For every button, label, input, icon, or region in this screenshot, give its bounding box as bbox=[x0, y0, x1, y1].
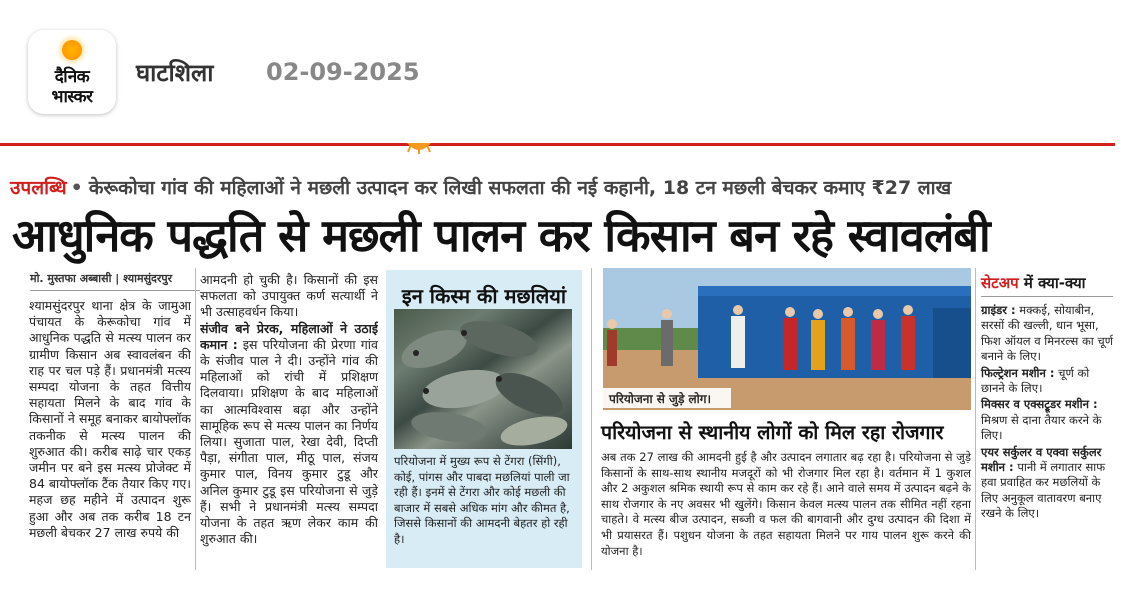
edition-date: 02-09-2025 bbox=[266, 58, 420, 86]
sun-icon bbox=[62, 40, 82, 60]
fish-varieties-box bbox=[386, 270, 582, 568]
logo-text-line1: दैनिक bbox=[54, 67, 90, 87]
setup-item bbox=[981, 397, 1114, 443]
header-divider bbox=[0, 143, 1115, 146]
headline: आधुनिक पद्धति से मछली पालन कर किसान बन रहे स्वावलंबी bbox=[12, 209, 990, 262]
edition-city: घाटशिला bbox=[136, 59, 214, 87]
setup-item-name: ग्राइंडर : bbox=[981, 303, 1016, 317]
kicker-text: केरूकोचा गांव की महिलाओं ने मछली उत्पादन कर लिखी सफलता की नई कहानी, 18 टन मछली बेचकर कमाए ₹27 लाख bbox=[88, 177, 952, 199]
kicker-line bbox=[10, 174, 951, 200]
fish-box-title: इन किस्म की मछलियां bbox=[401, 284, 567, 308]
page-bottom bbox=[0, 584, 1135, 597]
setup-item-name: एयर सर्कुलर व एक्वा सर्कुलर मशीन : bbox=[981, 444, 1102, 475]
dainik-bhaskar-logo[interactable] bbox=[28, 30, 116, 114]
fish-illustration bbox=[394, 309, 572, 449]
column-2-para-2: इस परियोजना की प्रेरणा गांव के संजीव पाल ने दी। उन्होंने गांव की महिलाओं को रांची में प्रशिक्षण दिलवाया। प्रशिक्षण के बाद महिलाओं का आत्मविश्वास बढ़ा और उन्होंने सामूहिक रूप से मत्स्य पालन का निर्णय लिया। सुजाता पाल, रेखा देवी, दिप्ती पैड़ा, संगीता पाल, मीठू पाल, संजय कुमार पाल, विनय कुमार टुडू और अनिल कुमार टुडू इस परियोजना से जुड़े हैं। सभी ने प्रधानमंत्री मत्स्य सम्पदा योजना के तहत ऋण लेकर काम की शुरुआत की। bbox=[200, 336, 378, 547]
setup-item bbox=[981, 303, 1114, 365]
project-subheadline: परियोजना से स्थानीय लोगों को मिल रहा रोजगार bbox=[601, 421, 944, 444]
article-column-2 bbox=[200, 272, 378, 570]
setup-item-desc: पानी में लगातार साफ हवा प्रवाहित कर मछलियों के लिए अनुकूल वातावरण बनाए रखने के लिए। bbox=[981, 460, 1106, 521]
column-divider bbox=[195, 268, 196, 570]
setup-item-name: फिल्ट्रेशन मशीन : bbox=[981, 365, 1055, 380]
setup-heading-rest: में क्या-क्या bbox=[1018, 274, 1086, 292]
setup-item bbox=[981, 366, 1114, 397]
setup-item-name: मिक्सर व एक्सट्रूडर मशीन : bbox=[981, 397, 1098, 412]
kicker-label: उपलब्धि bbox=[10, 177, 67, 199]
setup-divider bbox=[981, 296, 1113, 297]
article-header bbox=[0, 0, 1135, 143]
sun-ornament-icon bbox=[399, 141, 439, 155]
column-divider bbox=[591, 268, 592, 570]
setup-heading-red: सेटअप bbox=[981, 274, 1019, 292]
byline: मो. मुस्तफा अब्बासी | श्यामसुंदरपुर bbox=[30, 271, 200, 291]
project-article-body: अब तक 27 लाख की आमदनी हुई है और उत्पादन लगातार बढ़ रहा है। परियोजना से जुड़े किसानों के साथ-साथ स्थानीय मजदूरों को भी रोजगार मिल रहा है। वर्तमान में 1 कुशल और 2 अकुशल श्रमिक स्थायी रूप से काम कर रहे हैं। आने वाले समय में उत्पादन बढ़ने के साथ रोजगार के नए अवसर भी खुलेंगे। किसान केवल मत्स्य पालन तक सीमित नहीं रहना चाहते। वे मत्स्य बीज उत्पादन, सब्जी व फल की बागवानी और दुग्ध उत्पादन की दिशा में भी प्रयासरत हैं। पशुधन योजना के तहत सहायता मिलने पर गाय पालन शुरू करने की योजना है। bbox=[601, 450, 971, 558]
setup-item-desc: मिश्रण से दाना तैयार करने के लिए। bbox=[981, 412, 1102, 443]
setup-item bbox=[981, 445, 1114, 522]
kicker-bullet: • bbox=[70, 177, 83, 199]
setup-list bbox=[981, 303, 1114, 523]
article-column-1: श्यामसुंदरपुर थाना क्षेत्र के जामुआ पंचायत के केरूकोचा गांव में आधुनिक पद्धति से मत्स्य पालन कर ग्रामीण किसान अब स्वावलंबन की राह पर चल पड़े हैं। प्रधानमंत्री मत्स्य सम्पदा योजना के तहत वित्तीय सहायता मिलने के बाद गांव के किसानों ने समूह बनाकर बायोफ्लॉक तकनीक से मत्स्य पालन की शुरुआत की। करीब साढ़े चार एकड़ जमीन पर बने इस मत्स्य प्रोजेक्ट में 84 बायोफ्लॉक टैंक तैयार किए गए। महज छह महीने में उत्पादन शुरू हुआ और अब तक करीब 18 टन मछली बेचकर 27 लाख रुपये की bbox=[29, 298, 191, 540]
column-2-para-1: आमदनी हो चुकी है। किसानों की इस सफलता को उपायुक्त कर्ण सत्यार्थी ने भी उत्साहवर्धन किया। bbox=[200, 272, 378, 320]
project-photo-caption: परियोजना से जुड़े लोग। bbox=[603, 388, 731, 408]
fish-photo bbox=[394, 309, 572, 449]
setup-item-desc: चूर्ण को छानने के लिए। bbox=[981, 365, 1090, 396]
column-divider bbox=[975, 268, 976, 570]
setup-heading bbox=[981, 273, 1086, 293]
setup-item-desc: मक्कई, सोयाबीन, सरसों की खल्ली, धान भूसा, फिश ऑयल व मिनरल्स का चूर्ण बनाने के लिए। bbox=[981, 303, 1114, 364]
column-2-subhead: संजीव बने प्रेरक, महिलाओं ने उठाई कमान : bbox=[200, 320, 378, 352]
logo-text-line2: भास्कर bbox=[51, 87, 93, 107]
fish-box-caption: परियोजना में मुख्य रूप से टेंगरा (सिंगी), कोई, पांगस और पाबदा मछलियां पाली जा रही हैं। इनमें से टेंगरा और कोई मछली की बाजार में सबसे अधिक मांग और कीमत है, जिससे किसानों की आमदनी बेहतर हो रही है। bbox=[394, 454, 570, 546]
